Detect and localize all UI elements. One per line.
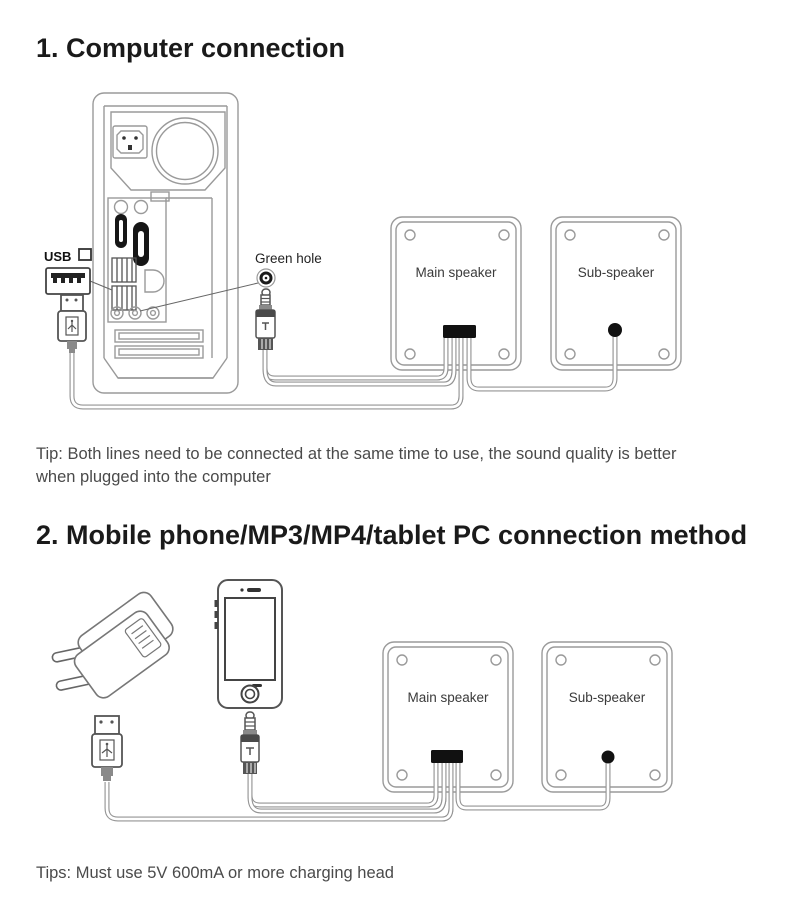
main-speaker-label: Main speaker: [415, 265, 497, 280]
audio-jacks: [111, 307, 159, 319]
section2-tip: Tips: Must use 5V 600mA or more charging head: [36, 863, 394, 882]
audio-jack-plug-icon: [256, 289, 275, 350]
screw-icon: [659, 230, 669, 240]
sub-speaker-cable: [469, 333, 615, 389]
screw-icon: [650, 655, 660, 665]
sub-speaker-cable: [458, 760, 608, 808]
section2-title: 2. Mobile phone/MP3/MP4/tablet PC connection method: [36, 520, 748, 550]
computer-tower: [93, 93, 238, 393]
smartphone: [215, 580, 283, 708]
usb-plug-icon: [92, 716, 122, 781]
main-speaker: [383, 642, 513, 792]
screw-icon: [491, 655, 501, 665]
screw-icon: [397, 655, 407, 665]
green-hole-label: Green hole: [255, 251, 322, 266]
usb-label: USB: [44, 249, 72, 264]
d-port: [145, 270, 164, 292]
earpiece-icon: [247, 588, 261, 592]
screw-icon: [397, 770, 407, 780]
green-hole-callout: [255, 251, 322, 350]
screw-icon: [491, 770, 501, 780]
usb-symbol-icon: [79, 249, 91, 260]
screw-icon: [650, 770, 660, 780]
mobile-connection-diagram: [0, 570, 800, 845]
usb-plug-icon: [58, 295, 86, 353]
audio-jack-plug-icon: [241, 712, 259, 774]
wall-charger: [52, 589, 184, 702]
usb-socket-icon: [46, 268, 90, 294]
screw-icon: [499, 230, 509, 240]
green-hole-port-icon: [257, 269, 275, 287]
main-speaker-label: Main speaker: [407, 690, 489, 705]
tower-top-plate: [111, 112, 225, 190]
sub-speaker-label: Sub-speaker: [577, 265, 655, 280]
screw-icon: [405, 230, 415, 240]
green-hole-pointer-line: [140, 283, 258, 311]
screw-icon: [565, 230, 575, 240]
screw-icon: [556, 655, 566, 665]
sub-speaker-wire-dot: [608, 323, 622, 337]
usb-port-stack: [112, 258, 136, 310]
screw-icon: [565, 349, 575, 359]
sub-speaker-label: Sub-speaker: [568, 690, 646, 705]
screw-icon: [659, 349, 669, 359]
section1-tip: Tip: Both lines need to be connected at the same time to use, the sound quality is better when plugged into the computer: [36, 444, 677, 486]
phone-screen: [225, 598, 275, 680]
cables-over-section2: [330, 760, 608, 819]
screw-icon: [556, 770, 566, 780]
speaker-wire-connector: [431, 750, 463, 763]
computer-connection-diagram: [0, 85, 800, 420]
expansion-slots: [115, 330, 203, 358]
power-inlet: [113, 126, 147, 158]
screw-icon: [499, 349, 509, 359]
fan: [152, 118, 218, 184]
io-panel: [108, 198, 212, 358]
sub-speaker-wire-dot: [602, 751, 615, 764]
speaker-wire-connector: [443, 325, 476, 338]
section1-title: 1. Computer connection: [36, 33, 346, 63]
usb-connector-callout: [44, 249, 91, 353]
screw-icon: [405, 349, 415, 359]
